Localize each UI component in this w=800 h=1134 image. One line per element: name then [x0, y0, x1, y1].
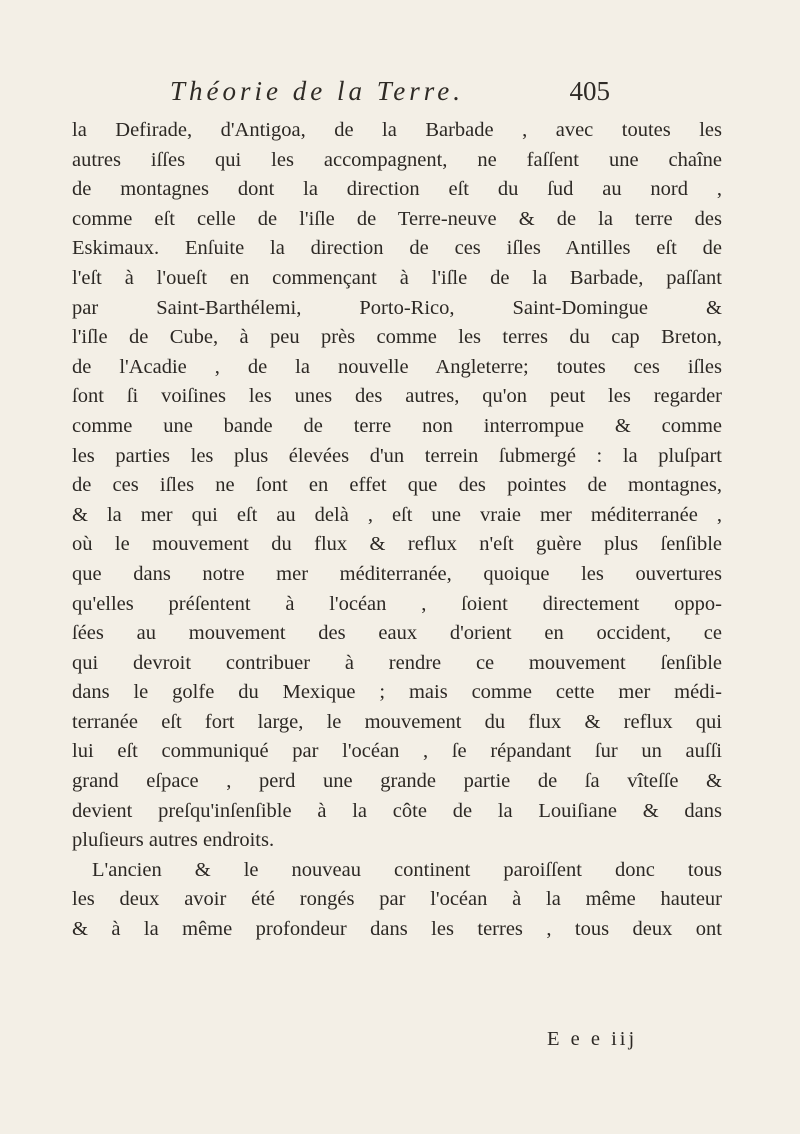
text-line: ſont ſi voiſines les unes des autres, qu'on peut les regarder	[72, 385, 722, 408]
text-line: & à la même profondeur dans les terres , tous deux ont	[72, 918, 722, 941]
text-line: où le mouvement du flux & reflux n'eſt guère plus ſenſible	[72, 533, 722, 556]
paragraph-end-line: pluſieurs autres endroits.	[72, 829, 275, 852]
text-line: dans le golfe du Mexique ; mais comme cette mer médi-	[72, 681, 722, 704]
page-number: 405	[569, 76, 610, 106]
text-line: de ces iſles ne ſont en effet que des pointes de montagnes,	[72, 474, 722, 497]
text-line: que dans notre mer méditerranée, quoique les ouvertures	[72, 562, 722, 585]
paragraph-start-line: L'ancien & le nouveau continent paroiſſent donc tous	[92, 858, 722, 881]
text-line: Eskimaux. Enſuite la direction de ces iſles Antilles eſt de	[72, 237, 722, 260]
running-title: Théorie de la Terre.	[170, 76, 464, 106]
text-line: les parties les plus élevées d'un terrein ſubmergé : la pluſpart	[72, 444, 722, 467]
text-line: comme une bande de terre non interrompue & comme	[72, 414, 722, 437]
body-text	[72, 116, 722, 945]
text-line: l'eſt à l'oueſt en commençant à l'iſle de la Barbade, paſſant	[72, 266, 722, 289]
text-line: lui eſt communiqué par l'océan , ſe répandant ſur un auſſi	[72, 740, 722, 763]
text-line: qu'elles préſentent à l'océan , ſoient directement oppo-	[72, 592, 722, 615]
text-line: terranée eſt fort large, le mouvement du flux & reflux qui	[72, 710, 722, 733]
text-line: ſées au mouvement des eaux d'orient en occident, ce	[72, 622, 722, 645]
text-line: & la mer qui eſt au delà , eſt une vraie mer méditerranée ,	[72, 503, 722, 526]
text-line: par Saint-Barthélemi, Porto-Rico, Saint-Domingue &	[72, 296, 722, 319]
text-line: de l'Acadie , de la nouvelle Angleterre; toutes ces iſles	[72, 355, 722, 378]
text-line: grand eſpace , perd une grande partie de ſa vîteſſe &	[72, 770, 722, 793]
text-line: qui devroit contribuer à rendre ce mouvement ſenſible	[72, 651, 722, 674]
page-header	[170, 76, 610, 116]
text-line: la Defirade, d'Antigoa, de la Barbade , avec toutes les	[72, 119, 722, 141]
signature-mark: E e e iij	[547, 1028, 638, 1050]
text-line: devient preſqu'inſenſible à la côte de la Louiſiane & dans	[72, 799, 722, 822]
text-line: les deux avoir été rongés par l'océan à la même hauteur	[72, 888, 722, 911]
text-line: autres iſſes qui les accompagnent, ne faſſent une chaîne	[72, 148, 722, 171]
text-line: comme eſt celle de l'iſle de Terre-neuve & de la terre des	[72, 207, 722, 230]
text-line: l'iſle de Cube, à peu près comme les terres du cap Breton,	[72, 326, 722, 349]
text-line: de montagnes dont la direction eſt du ſud au nord ,	[72, 178, 722, 201]
